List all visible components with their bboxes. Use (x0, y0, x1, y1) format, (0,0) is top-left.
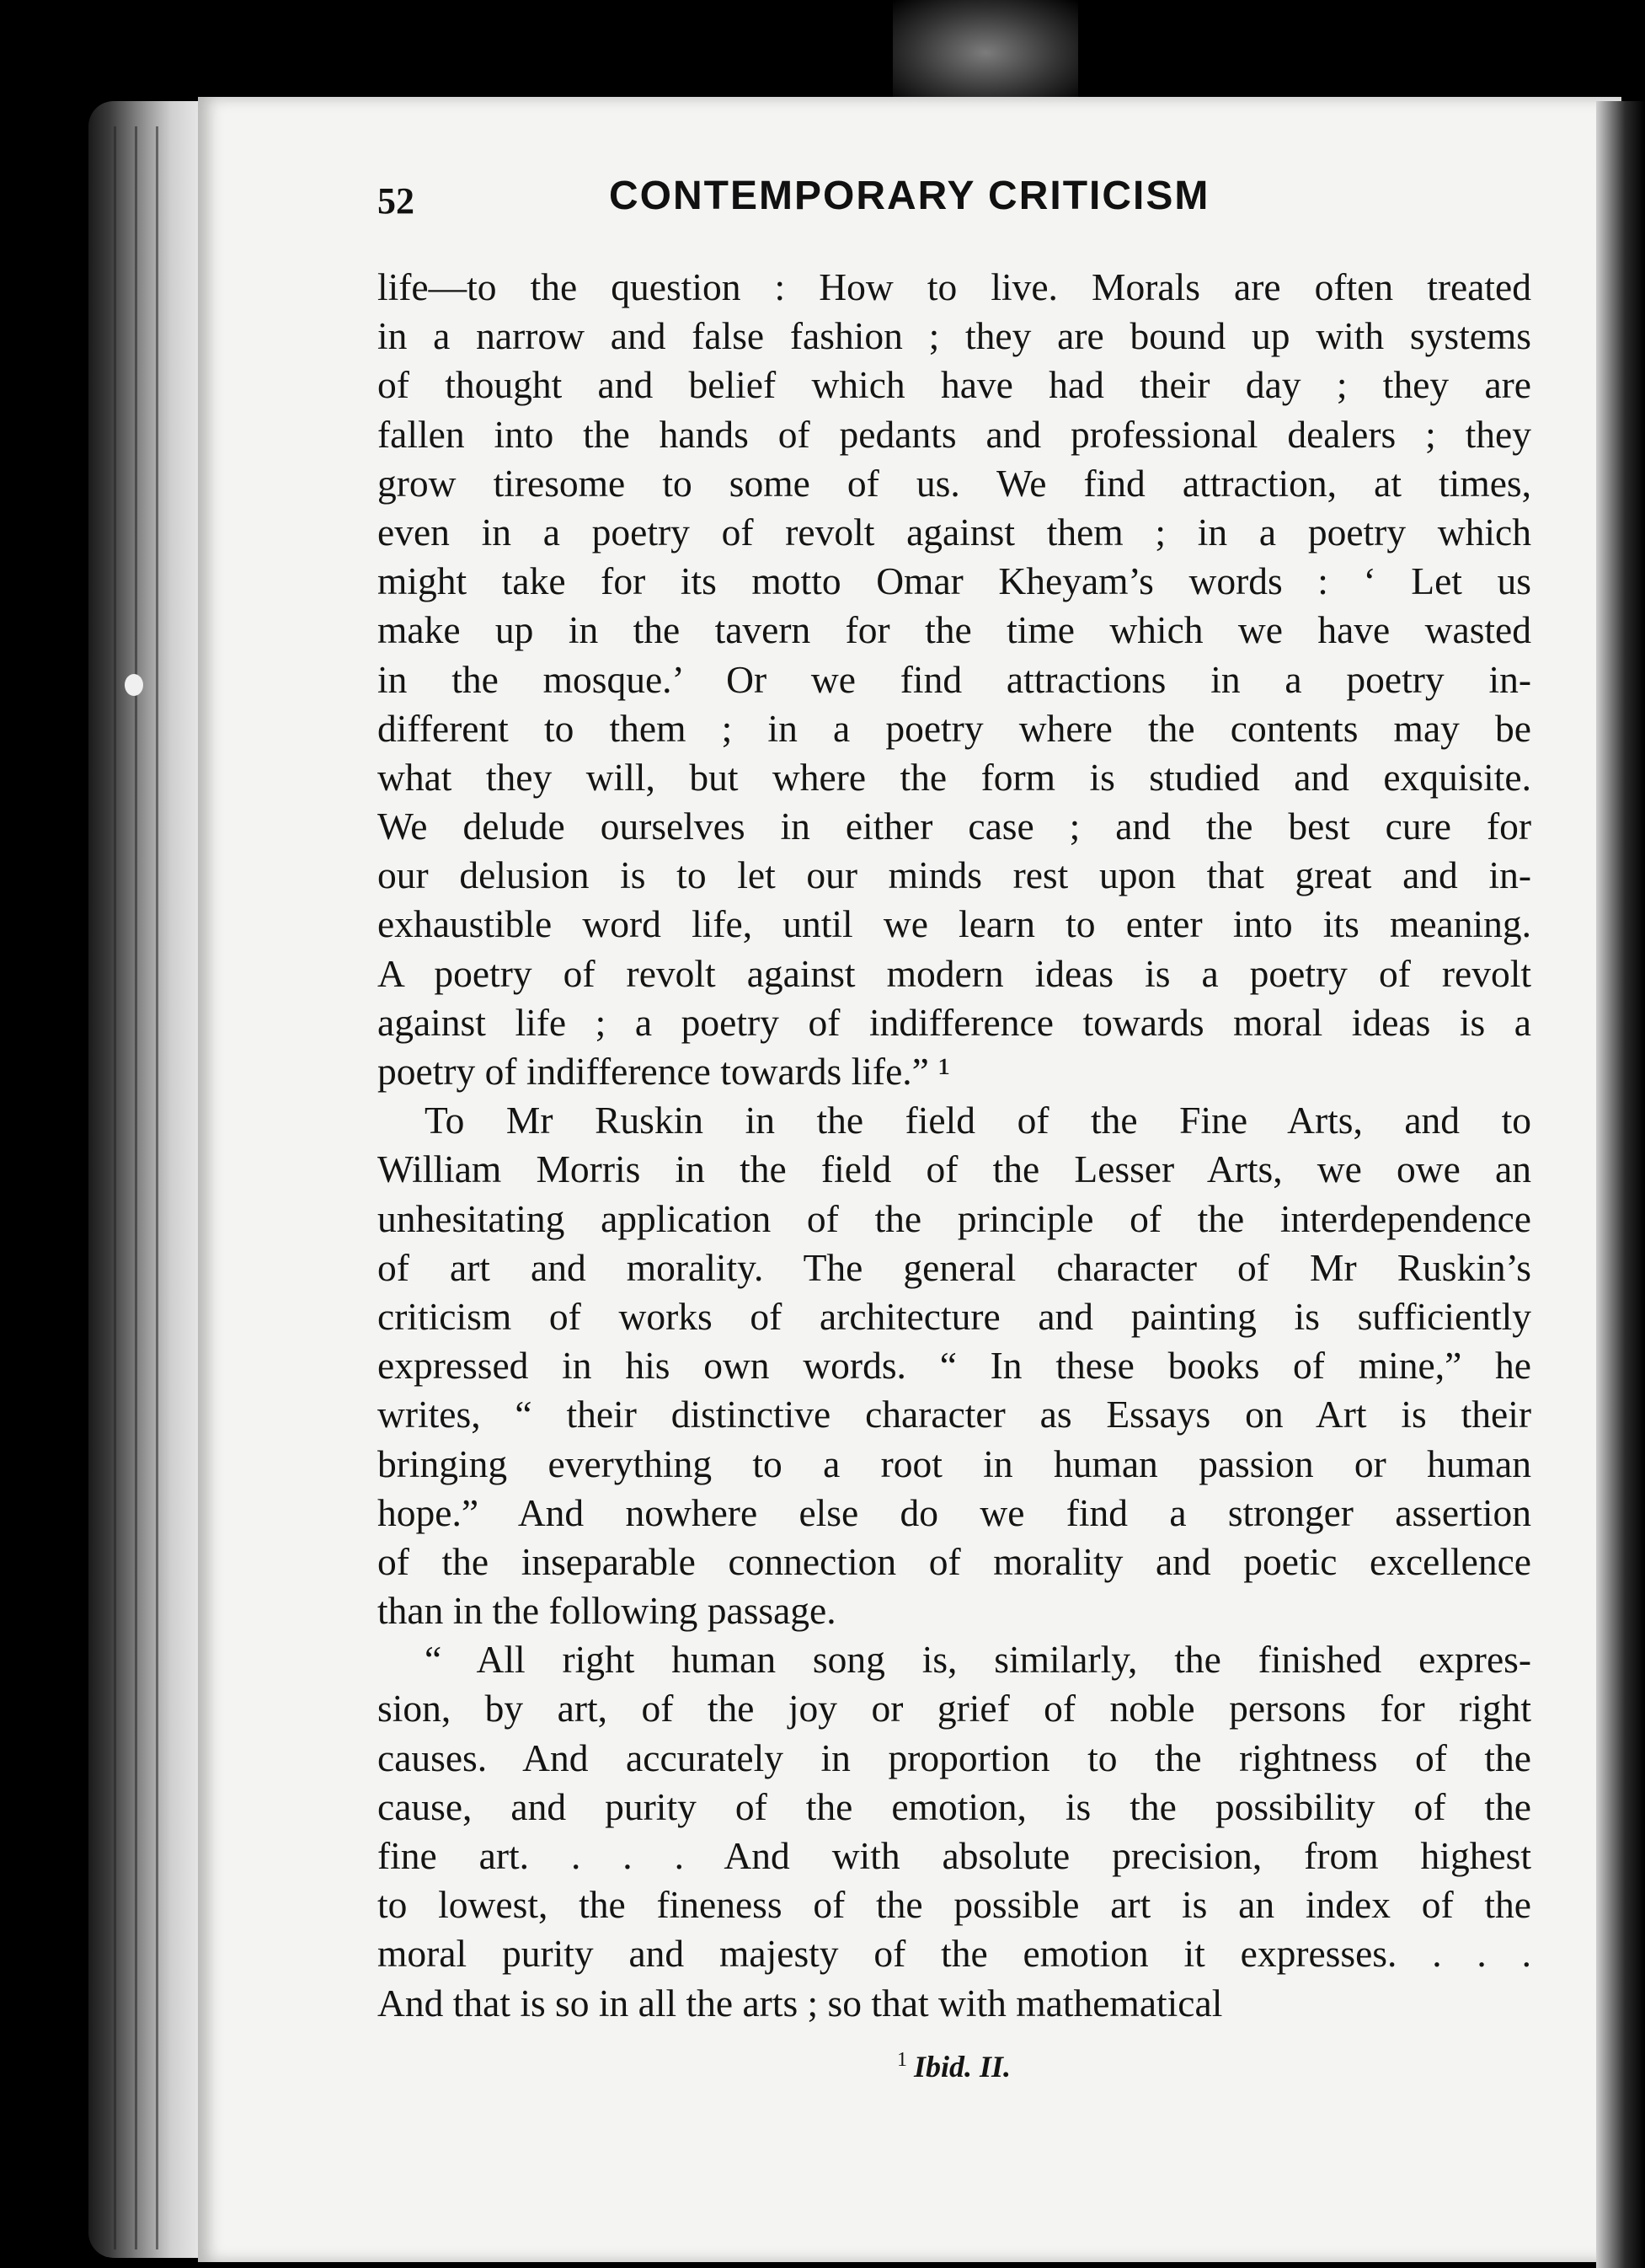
text-line: sion, by art, of the joy or grief of noble persons for right (377, 1687, 1531, 1730)
text-line: writes, “ their distinctive character as Essays on Art is their (377, 1393, 1531, 1436)
binding-edge-line (114, 126, 116, 2249)
text-line: poetry of indifference towards life.” ¹ (377, 1050, 950, 1093)
text-line: We delude ourselves in either case ; and the best cure for (377, 805, 1531, 848)
footnote (897, 2049, 1011, 2084)
scan-smudge (893, 0, 1078, 105)
paragraph (377, 1635, 1531, 2028)
paragraph (377, 1096, 1531, 1635)
text-line: than in the following passage. (377, 1589, 836, 1633)
book-binding (88, 101, 206, 2258)
text-line: of art and morality. The general character of Mr Ruskin’s (377, 1245, 1531, 1289)
text-line: causes. And accurately in proportion to the rightness of the (377, 1736, 1531, 1779)
text-line: criticism of works of architecture and painting is sufficiently (377, 1294, 1531, 1338)
text-line: expressed in his own words. “ In these books of mine,” he (377, 1344, 1531, 1388)
text-line: fine art. . . . And with absolute precision, from highest (377, 1834, 1531, 1877)
footnote-mark: 1 (897, 2049, 907, 2071)
text-line: in the mosque.’ Or we find attractions in a poetry in- (377, 657, 1531, 701)
text-line: “ All right human song is, similarly, the finished expres- (425, 1638, 1531, 1682)
text-line: exhaustible word life, until we learn to enter into its meaning. (377, 902, 1531, 946)
text-line: of thought and belief which have had their day ; they are (377, 363, 1531, 407)
footnote-text: Ibid. II. (914, 2050, 1012, 2083)
text-line: in a narrow and false fashion ; they are bound up with systems (377, 314, 1531, 358)
running-head (377, 173, 1514, 232)
text-line: different to them ; in a poetry where the contents may be (377, 706, 1531, 750)
text-line: to lowest, the fineness of the possible art is an index of the (377, 1883, 1531, 1927)
text-line: of the inseparable connection of morality and poetic excellence (377, 1539, 1531, 1583)
text-line: unhesitating application of the principle of the interdependence (377, 1196, 1531, 1240)
text-line: A poetry of revolt against modern ideas is a poetry of revolt (377, 951, 1531, 995)
text-line: our delusion is to let our minds rest upon that great and in- (377, 853, 1531, 897)
scan-speck (125, 674, 143, 696)
binding-edge-line (156, 126, 158, 2249)
running-title: CONTEMPORARY CRITICISM (609, 174, 1210, 218)
text-line: hope.” And nowhere else do we find a stronger assertion (377, 1490, 1531, 1534)
text-line: moral purity and majesty of the emotion it expresses. . . . (377, 1932, 1531, 1976)
text-line: grow tiresome to some of us. We find attraction, at times, (377, 461, 1531, 505)
text-line: bringing everything to a root in human passion or human (377, 1442, 1531, 1485)
paragraph (377, 263, 1531, 1096)
text-line: what they will, but where the form is studied and exquisite. (377, 755, 1531, 799)
text-line: against life ; a poetry of indifference towards moral ideas is a (377, 1000, 1531, 1044)
page-number: 52 (377, 180, 414, 222)
text-line: To Mr Ruskin in the field of the Fine Arts, and to (425, 1099, 1531, 1142)
text-line: And that is so in all the arts ; so that with mathematical (377, 1981, 1223, 2025)
binding-edge-line (135, 126, 137, 2249)
text-line: make up in the tavern for the time which we have wasted (377, 608, 1531, 652)
text-line: cause, and purity of the emotion, is the possibility of the (377, 1784, 1531, 1828)
text-line: William Morris in the field of the Lesser Arts, we owe an (377, 1147, 1531, 1191)
page-right-edge (1596, 101, 1645, 2268)
text-line: might take for its motto Omar Kheyam’s words : ‘ Let us (377, 559, 1531, 603)
text-line: fallen into the hands of pedants and professional dealers ; they (377, 412, 1531, 456)
text-line: life—to the question : How to live. Morals are often treated (377, 265, 1531, 308)
text-line: even in a poetry of revolt against them ; in a poetry which (377, 510, 1531, 554)
body-text (377, 263, 1531, 2028)
